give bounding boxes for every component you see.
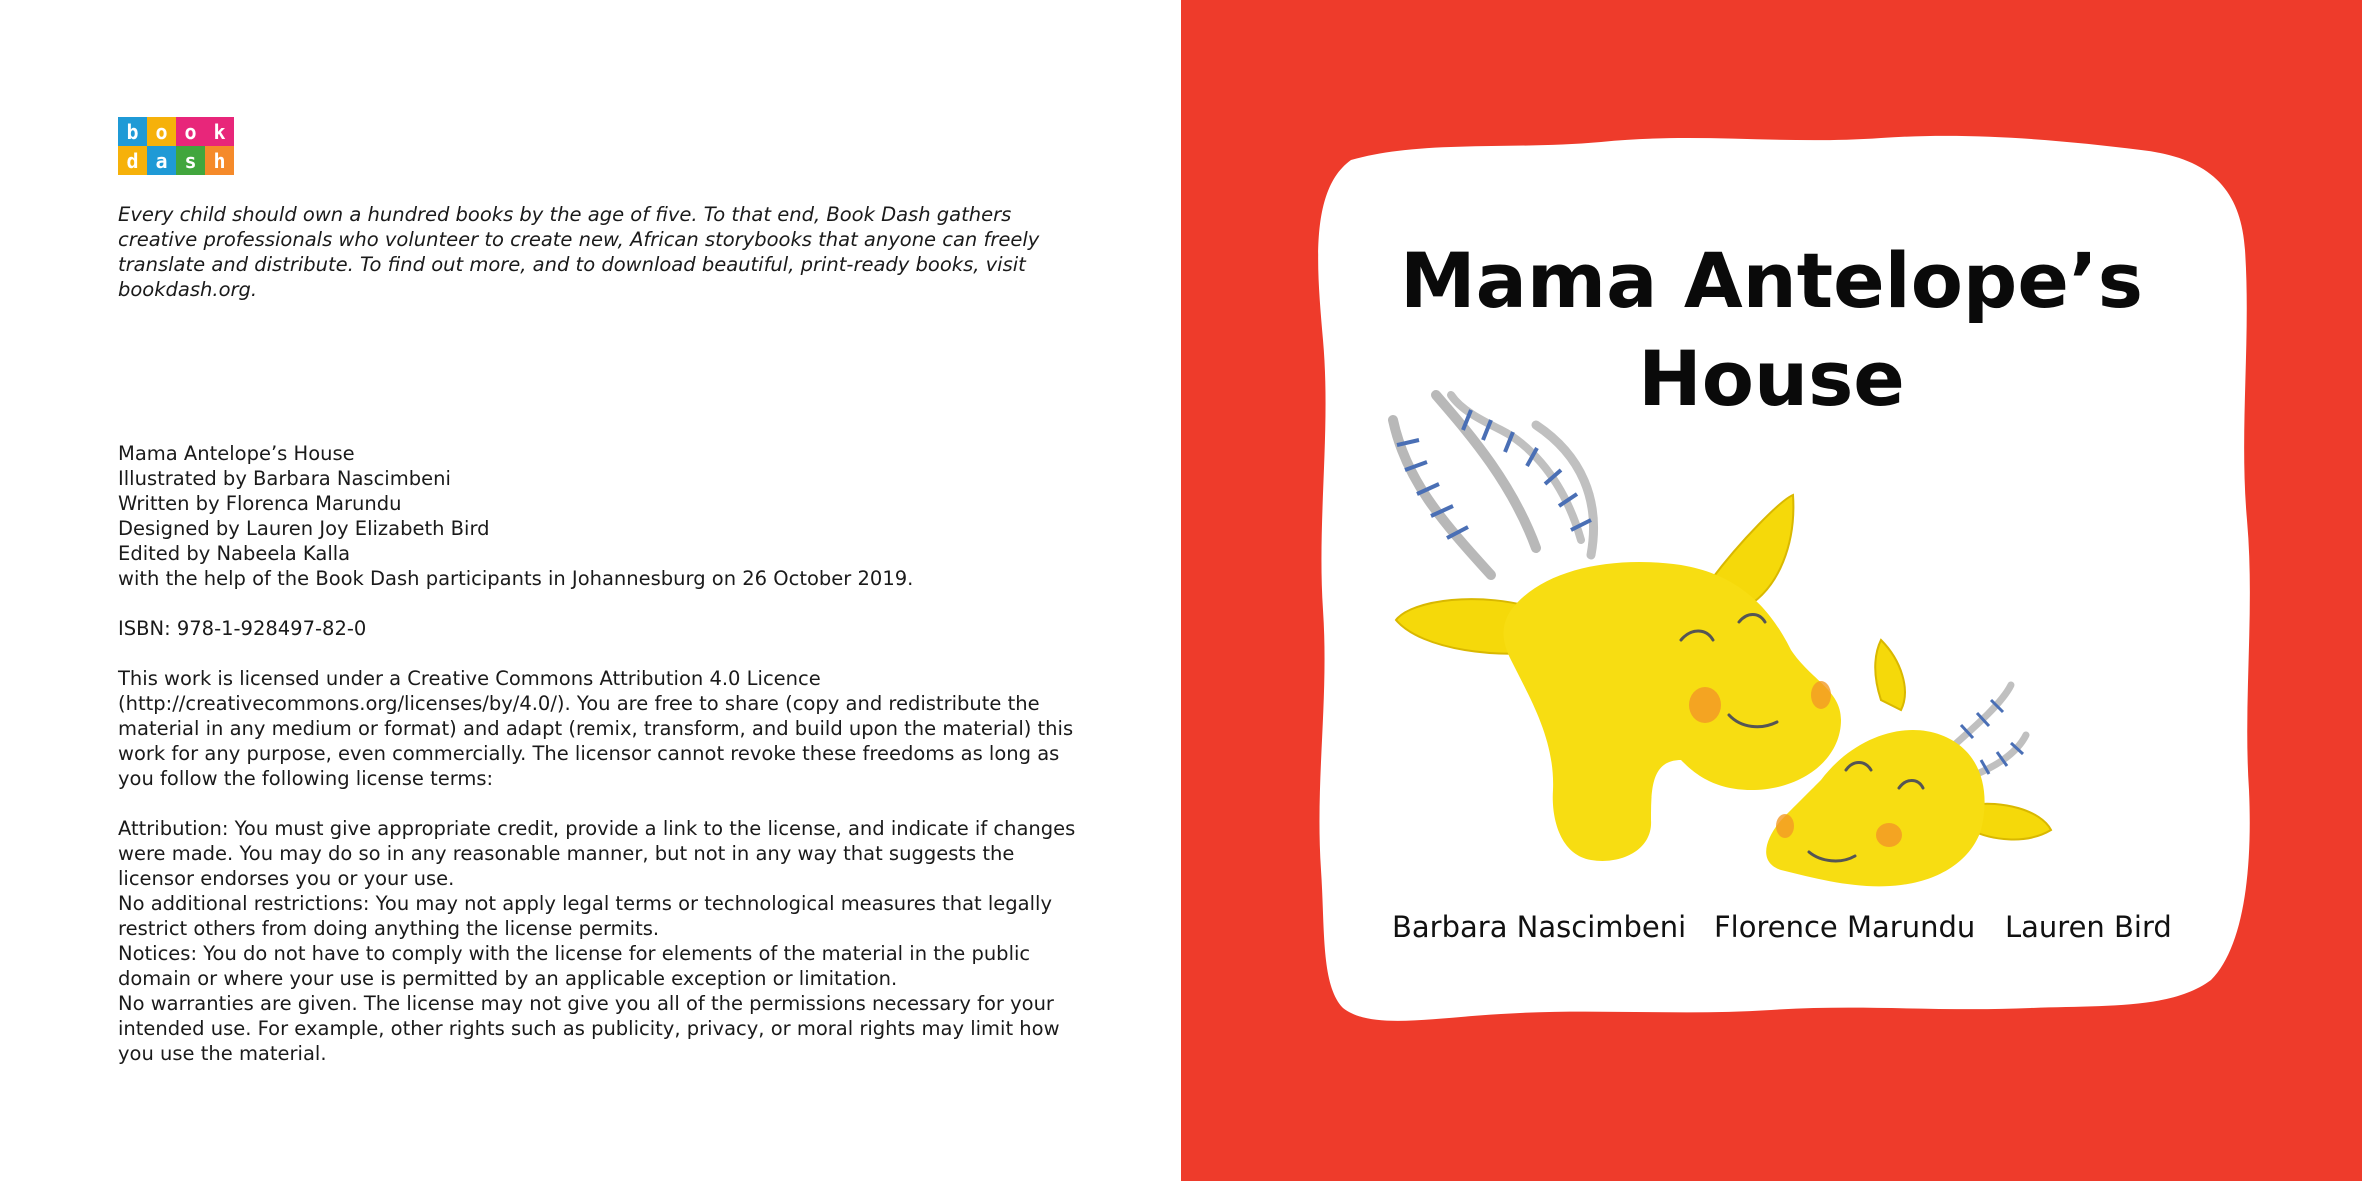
credit-designer: Designed by Lauren Joy Elizabeth Bird <box>118 517 490 540</box>
author-illustrator: Barbara Nascimbeni <box>1392 910 1687 944</box>
nostril-icon <box>1811 681 1831 709</box>
logo-tile: s <box>176 146 205 175</box>
nostril-icon <box>1776 814 1794 838</box>
author-designer: Lauren Bird <box>2005 910 2172 944</box>
license-intro: This work is licensed under a Creative Commons Attribution 4.0 Licence (http://creativecommons.org/licenses/by/4.0/). You are free to share (copy and redistribute the material in any medium or format) and adapt (remix, transform, and build upon the material) this work for any purpose, even commercially. The licensor cannot revoke these freedoms as long as you follow the following license terms: <box>118 667 1074 790</box>
logo-tile: k <box>205 117 234 146</box>
cover-title <box>1181 232 2362 428</box>
cover-page <box>1181 0 2362 1181</box>
license-attribution: Attribution: You must give appropriate credit, provide a link to the license, and indicate if changes were made. You may do so in any reasonable manner, but not in any way that suggests the licensor endorses you or your use. <box>118 817 1076 890</box>
logo-tile: o <box>147 117 176 146</box>
tagline: Every child should own a hundred books by the age of five. To that end, Book Dash gathers creative professionals who volunteer to create new, African storybooks that anyone can freely translate and distribute. To find out more, and to download beautiful, print-ready books, visit bookdash.org. <box>118 203 1040 301</box>
book-dash-logo <box>118 117 234 175</box>
credit-writer: Written by Florenca Marundu <box>118 492 402 515</box>
author-writer: Florence Marundu <box>1714 910 1976 944</box>
cheek-icon <box>1876 823 1902 847</box>
logo-tile: o <box>176 117 205 146</box>
logo-tile: h <box>205 146 234 175</box>
cover-title-line1: Mama Antelope’s <box>1400 236 2143 325</box>
logo-tile: b <box>118 117 147 146</box>
cover-title-line2: House <box>1638 334 1905 423</box>
license-warranties: No warranties are given. The license may not give you all of the permissions necessary for your intended use. For example, other rights such as publicity, privacy, or moral rights may limit how you use the material. <box>118 992 1060 1065</box>
logo-tile: a <box>147 146 176 175</box>
logo-tile: d <box>118 146 147 175</box>
cover-illustration <box>1181 0 2362 1181</box>
credit-illustrator: Illustrated by Barbara Nascimbeni <box>118 467 451 490</box>
credits-block <box>118 441 1078 1066</box>
credit-participants: with the help of the Book Dash participants in Johannesburg on 26 October 2019. <box>118 567 914 590</box>
license-no-restrictions: No additional restrictions: You may not apply legal terms or technological measures that legally restrict others from doing anything the license permits. <box>118 892 1053 940</box>
credit-title: Mama Antelope’s House <box>118 442 355 465</box>
license-notices: Notices: You do not have to comply with the license for elements of the material in the public domain or where your use is permitted by an applicable exception or limitation. <box>118 942 1031 990</box>
isbn: ISBN: 978-1-928497-82-0 <box>118 617 367 640</box>
credit-editor: Edited by Nabeela Kalla <box>118 542 351 565</box>
cheek-icon <box>1689 687 1721 723</box>
